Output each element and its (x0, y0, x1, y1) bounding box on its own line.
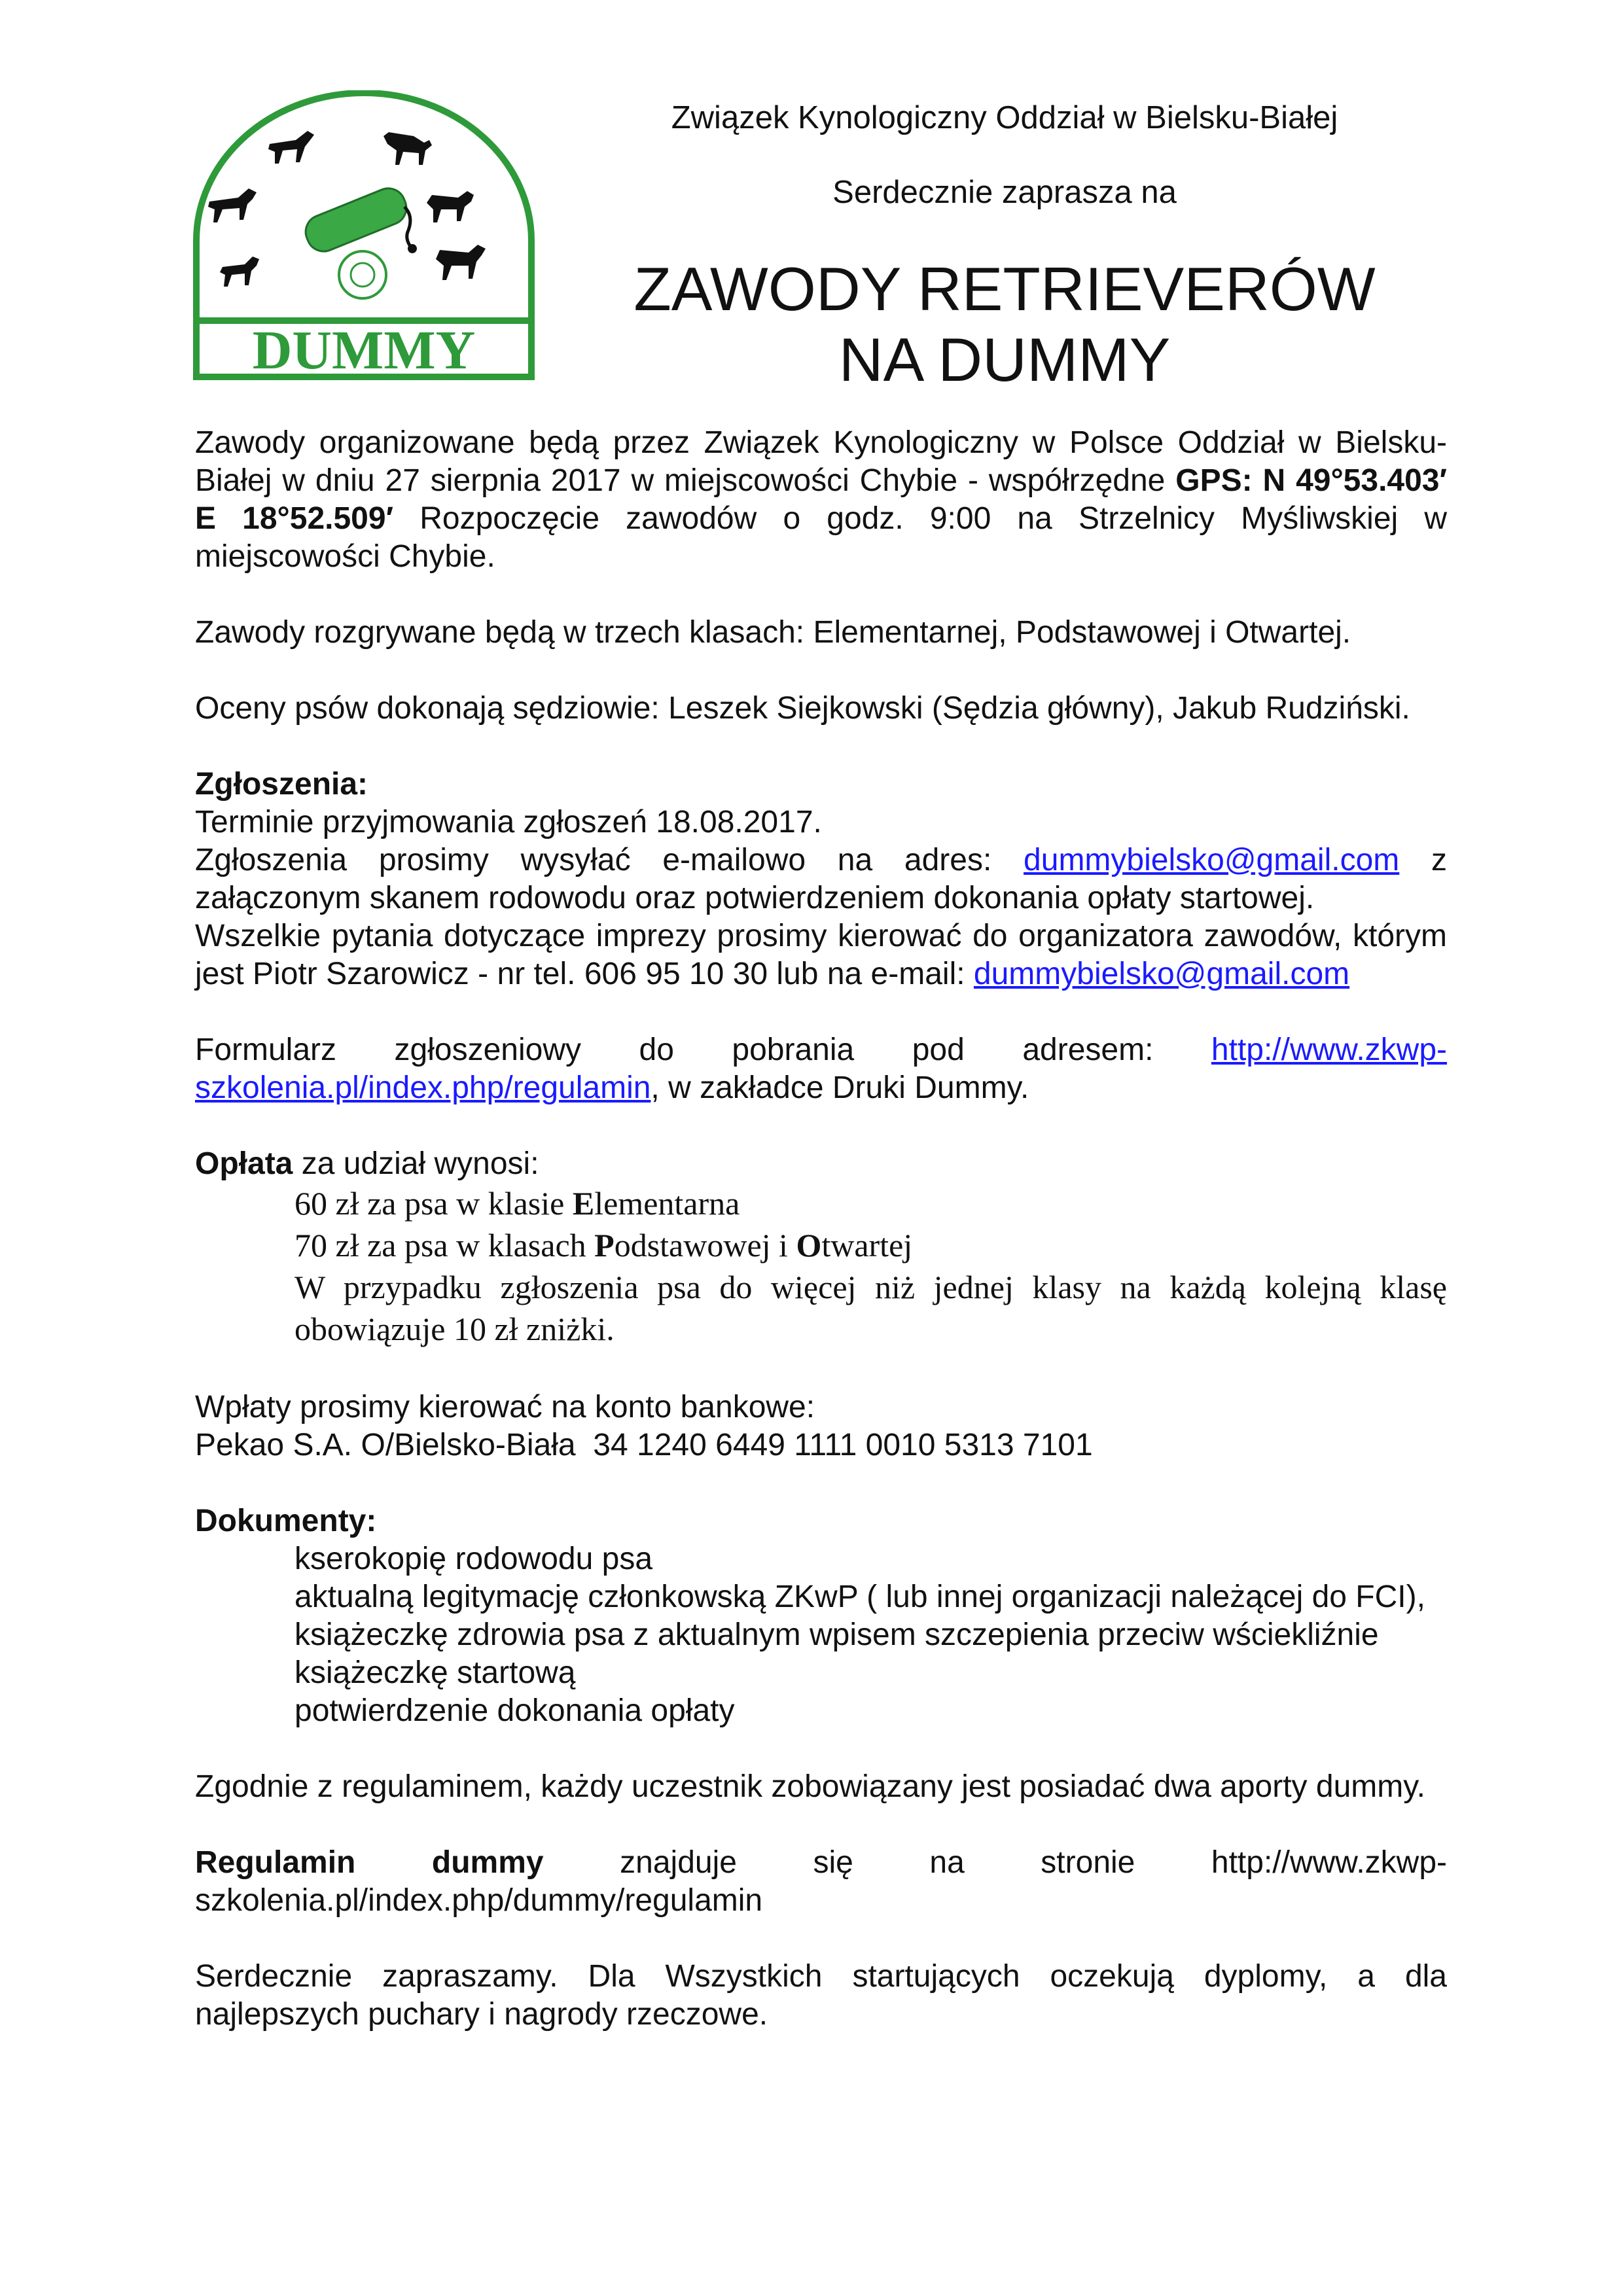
fee-heading (195, 1145, 1447, 1183)
intro-text: Zawody organizowane będą przez Związek Kynologiczny w Polsce Oddział w Bielsku-Białej w dniu 27 sierpnia 2017 w miejscowości Chybie - współrzędne (195, 425, 1447, 498)
association-seal-icon (339, 251, 386, 298)
list-item: aktualną legitymację członkowską ZKwP ( lub innej organizacji należącej do FCI), (294, 1580, 1425, 1614)
list-item: kserokopię rodowodu psa (294, 1542, 653, 1576)
document-body (195, 424, 1447, 2034)
form-url-link[interactable]: http://www.zkwp-szkolenia.pl/index.php/regulamin (195, 1033, 1447, 1105)
payment-account: Pekao S.A. O/Bielsko-Biała 34 1240 6449 1111 0010 5313 7101 (195, 1428, 1093, 1462)
registration-send-text: Zgłoszenia prosimy wysyłać e-mailowo na adres: (195, 843, 1024, 877)
regulations-paragraph (195, 1844, 1447, 1920)
intro-paragraph (195, 424, 1447, 576)
form-tab-text: , w zakładce Druki Dummy. (651, 1070, 1029, 1105)
regulations-bold: Regulamin dummy (195, 1845, 544, 1880)
form-paragraph (195, 1031, 1447, 1107)
organizer-line: Związek Kynologiczny Oddział w Bielsku-Białej (671, 100, 1338, 135)
dummy-bumper-icon (300, 183, 417, 256)
email-link[interactable]: dummybielsko@gmail.com (1024, 843, 1400, 877)
judges-paragraph: Oceny psów dokonają sędziowie: Leszek Siejkowski (Sędzia główny), Jakub Rudziński. (195, 691, 1410, 726)
registration-questions (195, 917, 1447, 993)
registration-deadline: Terminie przyjmowania zgłoszeń 18.08.2017. (195, 805, 822, 839)
questions-text: Wszelkie pytania dotyczące imprezy prosimy kierować do organizatora zawodów, którym jest Piotr Szarowicz - nr tel. 606 95 10 30 lub na e-mail: (195, 919, 1447, 991)
form-text: Formularz zgłoszeniowy do pobrania pod adresem: (195, 1033, 1211, 1067)
documents-list (195, 1540, 1447, 1730)
intro-start-text: Rozpoczęcie zawodów o godz. 9:00 na Strzelnicy Myśliwskiej w miejscowości Chybie. (195, 501, 1447, 574)
event-title (628, 254, 1381, 395)
list-item: książeczkę startową (294, 1655, 576, 1690)
event-title-line-2: NA DUMMY (838, 325, 1171, 394)
list-item: 60 zł za psa w klasie Elementarna (294, 1185, 740, 1222)
fee-bold: Opłata (195, 1146, 293, 1181)
rules-note: Zgodnie z regulaminem, każdy uczestnik zobowiązany jest posiadać dwa aporty dummy. (195, 1769, 1426, 1804)
closing-paragraph: Serdecznie zapraszamy. Dla Wszystkich startujących oczekują dyplomy, a dla najlepszych puchary i nagrody rzeczowe. (195, 1959, 1447, 2032)
logo-wordmark: DUMMY (252, 320, 476, 381)
regulations-url-text: znajduje się na stronie http://www.zkwp-szkolenia.pl/index.php/dummy/regulamin (195, 1845, 1447, 1918)
invitation-line: Serdecznie zaprasza na (832, 175, 1177, 210)
list-item: potwierdzenie dokonania opłaty (294, 1693, 735, 1728)
registration-send (195, 841, 1447, 917)
documents-heading: Dokumenty: (195, 1504, 377, 1538)
dummy-logo (191, 90, 537, 389)
registration-attachments-text: z załączonym skanem rodowodu oraz potwierdzeniem dokonania opłaty startowej. (195, 843, 1447, 915)
event-title-line-1: ZAWODY RETRIEVERÓW (633, 255, 1376, 323)
fee-list (195, 1183, 1447, 1351)
email-link-2[interactable]: dummybielsko@gmail.com (973, 957, 1350, 991)
list-item: W przypadku zgłoszenia psa do więcej niż jednej klasy na każdą kolejną klasę obowiązuje 10 zł zniżki. (294, 1269, 1447, 1347)
payment-line-1: Wpłaty prosimy kierować na konto bankowe: (195, 1390, 815, 1424)
classes-paragraph: Zawody rozgrywane będą w trzech klasach: Elementarnej, Podstawowej i Otwartej. (195, 615, 1351, 650)
registration-heading: Zgłoszenia: (195, 767, 368, 802)
list-item: 70 zł za psa w klasach Podstawowej i Otwartej (294, 1227, 913, 1263)
gps-coordinates: GPS: N 49°53.403′ E 18°52.509′ (195, 463, 1448, 536)
list-item: książeczkę zdrowia psa z aktualnym wpisem szczepienia przeciw wściekliźnie (294, 1617, 1379, 1652)
fee-rest: za udział wynosi: (293, 1146, 539, 1181)
